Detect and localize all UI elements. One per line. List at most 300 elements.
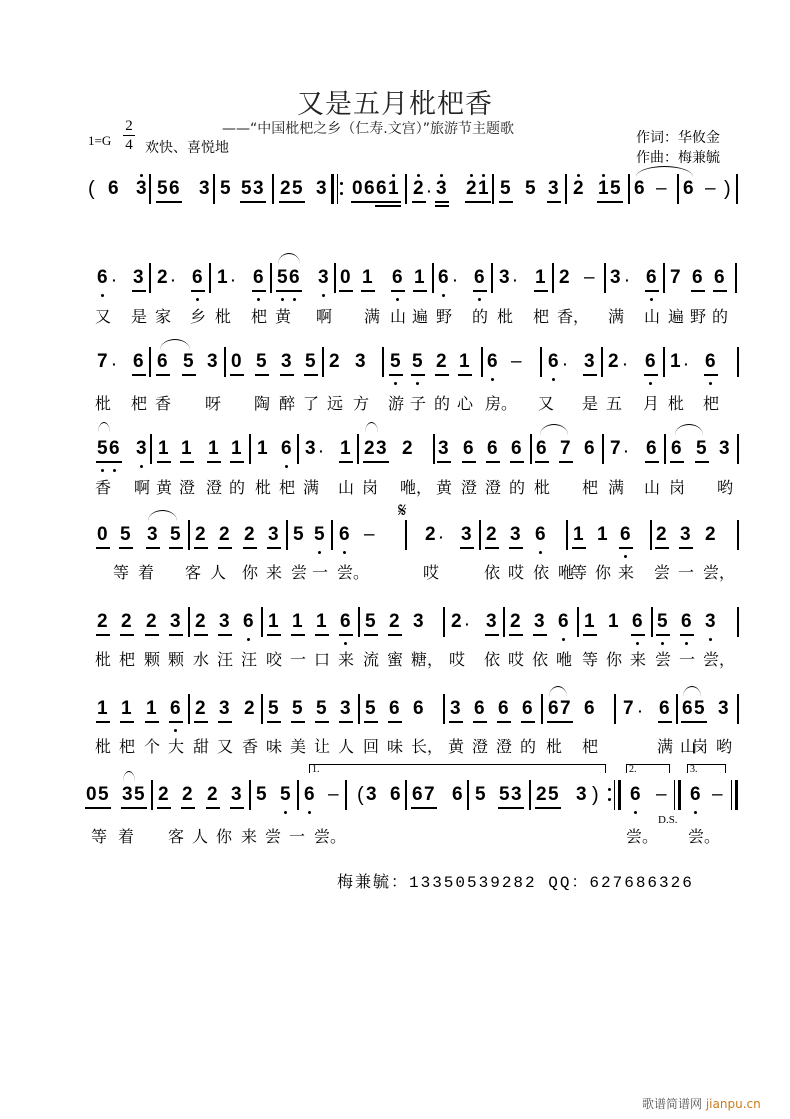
beam-underline (280, 374, 294, 376)
lyric-syllable: 香 (95, 478, 112, 497)
lyric-syllable: 尝 (654, 563, 671, 582)
note: 6 (157, 351, 168, 372)
barline (443, 694, 445, 724)
beam-underline (462, 461, 476, 463)
watermark-site: jianpu.cn (705, 1097, 761, 1111)
note: 5 (696, 438, 707, 459)
barline (188, 694, 190, 724)
note: 6 (634, 178, 645, 199)
note: 2 (536, 784, 547, 805)
lyric-syllable: 汪 (241, 650, 258, 669)
beam-underline (194, 634, 208, 636)
note: 1 (292, 611, 303, 632)
repeat-dot (340, 192, 343, 195)
note: 0 (231, 351, 242, 372)
note: 3 (450, 698, 461, 719)
lyric-syllable: 野 (436, 307, 453, 326)
beam-underline (534, 290, 548, 292)
beam-underline (218, 721, 232, 723)
beam-underline (339, 721, 353, 723)
note: 5 (134, 784, 145, 805)
lyric-syllable: 香 (242, 737, 259, 756)
octave-high-dot (577, 174, 580, 177)
barline (188, 520, 190, 550)
beam-underline (510, 461, 524, 463)
lyric-syllable: 满 (608, 478, 625, 497)
octave-high-dot (482, 174, 485, 177)
barline (261, 694, 263, 724)
barline (628, 174, 630, 204)
note: 3 (268, 524, 279, 545)
lyric-syllable: 黄 (156, 478, 173, 497)
note: 1 (362, 267, 373, 288)
note: · (453, 272, 458, 288)
note: 3 (253, 178, 264, 199)
beam-underline (437, 461, 451, 463)
note: 3 (548, 178, 559, 199)
lyric-syllable: 尝， (703, 563, 736, 582)
note: · (625, 272, 630, 288)
barline (530, 434, 532, 464)
note: 2 (559, 267, 570, 288)
barline (479, 520, 481, 550)
beam-underline (230, 374, 244, 376)
note: 6 (630, 784, 641, 805)
barline (565, 174, 567, 204)
note: 0 (97, 524, 108, 545)
lyric-syllable: 陶 (254, 394, 271, 413)
note: 2 (158, 784, 169, 805)
lyric-syllable: 满 (303, 478, 320, 497)
lyric-syllable: 是 (131, 307, 148, 326)
note: 1 (608, 611, 619, 632)
final-barline (674, 780, 681, 810)
note: – (712, 784, 723, 805)
note: 1 (268, 611, 279, 632)
octave-low-dot (478, 298, 481, 301)
note: 5 (293, 524, 304, 545)
lyric-syllable: 枇 (95, 737, 112, 756)
lyric-syllable: 等 (571, 563, 588, 582)
note: 6 (463, 438, 474, 459)
beam-underline (120, 721, 134, 723)
barline (552, 263, 554, 293)
barline (150, 434, 152, 464)
barline (358, 694, 360, 724)
lyric-syllable: 哟 (716, 737, 733, 756)
note: 3 (718, 698, 729, 719)
lyric-syllable: 杷 (119, 650, 136, 669)
barline (737, 520, 739, 550)
note: 2 (510, 611, 521, 632)
note: 6 (376, 178, 387, 199)
note: · (513, 272, 518, 288)
note: · (465, 616, 470, 632)
beam-underline (655, 547, 669, 549)
beam-underline (96, 547, 110, 549)
beam-underline (267, 634, 281, 636)
note: 5 (412, 351, 423, 372)
beam-underline (509, 547, 523, 549)
note: 6 (646, 438, 657, 459)
note: 7 (670, 267, 681, 288)
barline (358, 607, 360, 637)
barline (405, 780, 407, 810)
beam-underline (695, 461, 709, 463)
barline (249, 434, 251, 464)
lyric-syllable: 依 (484, 650, 501, 669)
lyric-syllable: 满 (608, 307, 625, 326)
octave-low-dot (636, 642, 639, 645)
volta-first-ending: 1. (309, 764, 606, 773)
lyric-syllable: 等 (91, 827, 108, 846)
beam-underline (583, 634, 597, 636)
note: 2 (121, 611, 132, 632)
octave-low-dot (318, 551, 321, 554)
octave-low-dot (257, 298, 260, 301)
beam-underline (145, 721, 159, 723)
beam-underline (631, 634, 645, 636)
lyric-syllable: 来 (338, 650, 355, 669)
lyric-syllable: 山 (644, 307, 661, 326)
beam-underline (146, 547, 160, 549)
beam-underline (339, 634, 353, 636)
note: 3 (136, 178, 147, 199)
lyric-syllable: 遍 (412, 307, 429, 326)
lyric-syllable: 方 (353, 394, 370, 413)
beam-underline (255, 374, 269, 376)
barline (322, 347, 324, 377)
repeat-dot (608, 788, 611, 791)
note: 6 (304, 784, 315, 805)
slur (160, 339, 190, 350)
note: 5 (316, 698, 327, 719)
note: 6 (243, 611, 254, 632)
note: 2 (436, 351, 447, 372)
lyric-syllable: 啊 (316, 307, 333, 326)
note: · (319, 443, 324, 459)
note: 2 (207, 784, 218, 805)
octave-low-dot (562, 638, 565, 641)
beam-underline (375, 461, 389, 463)
lyric-syllable: 来 (266, 563, 283, 582)
note: 5 (241, 178, 252, 199)
lyric-syllable: 流 (363, 650, 380, 669)
barline (602, 434, 604, 464)
note: 2 (219, 524, 230, 545)
beam-underline (191, 290, 205, 292)
beam-underline (619, 547, 633, 549)
lyric-syllable: 山 (390, 307, 407, 326)
beam-underline (315, 634, 329, 636)
lyric-syllable: 一 (290, 650, 307, 669)
note: 6 (705, 351, 716, 372)
beam-underline (108, 461, 122, 463)
note: 1 (146, 698, 157, 719)
barline (737, 347, 739, 377)
note: 2 (182, 784, 193, 805)
lyric-syllable: 尝。 (688, 827, 721, 846)
note: 5 (277, 267, 288, 288)
note: 5 (98, 784, 109, 805)
barline (297, 780, 299, 810)
note: 6 (584, 438, 595, 459)
beam-underline (180, 461, 194, 463)
barline (492, 174, 494, 204)
volta-second-ending: 2. (626, 764, 670, 773)
lyric-syllable: 香， (557, 307, 590, 326)
lyric-syllable: 枇 (215, 307, 232, 326)
note: 5 (525, 178, 536, 199)
beam-underline (473, 290, 487, 292)
lyric-syllable: 遍 (668, 307, 685, 326)
lyric-syllable: 家 (155, 307, 172, 326)
barline (331, 520, 333, 550)
beam-underline (304, 374, 318, 376)
note: 6 (392, 267, 403, 288)
lyric-syllable: 口 (314, 650, 331, 669)
beam-underline (645, 290, 659, 292)
time-signature-line (123, 135, 135, 136)
barline (272, 174, 274, 204)
beam-underline (230, 461, 244, 463)
note: 3 (340, 698, 351, 719)
lyric-syllable: 了 (303, 394, 320, 413)
note: 3 (316, 178, 327, 199)
beam-underline (361, 290, 375, 292)
note: 5 (268, 698, 279, 719)
final-barline (731, 780, 738, 810)
beam-underline (387, 205, 401, 207)
note: 5 (256, 351, 267, 372)
lyric-syllable: 颗 (144, 650, 161, 669)
lyric-syllable: 游 (388, 394, 405, 413)
octave-high-dot (392, 174, 395, 177)
beam-underline (339, 461, 353, 463)
beam-underline (388, 634, 402, 636)
beam-underline (267, 721, 281, 723)
beam-underline (559, 461, 573, 463)
watermark (642, 1095, 761, 1112)
note: 6 (683, 178, 694, 199)
lyric-syllable: 又 (538, 394, 555, 413)
lyric-syllable: 澄 (461, 478, 478, 497)
barline (286, 520, 288, 550)
note: 5 (97, 438, 108, 459)
beam-underline (412, 201, 426, 203)
beam-underline (497, 721, 511, 723)
note: 6 (192, 267, 203, 288)
lyric-syllable: 来 (630, 650, 647, 669)
octave-low-dot (344, 642, 347, 645)
note: 2 (157, 267, 168, 288)
beam-underline (713, 290, 727, 292)
lyric-syllable: 一 (312, 563, 329, 582)
beam-underline (156, 374, 170, 376)
barline (541, 694, 543, 724)
beam-underline (645, 461, 659, 463)
barline (677, 174, 679, 204)
beam-underline (486, 461, 500, 463)
lyric-syllable: 的 (229, 478, 246, 497)
note: 6 (253, 267, 264, 288)
lyric-syllable: 澄 (496, 737, 513, 756)
note: 7 (560, 698, 571, 719)
beam-underline (449, 721, 463, 723)
note: – (364, 524, 375, 545)
beam-underline (194, 547, 208, 549)
lyric-syllable: 咬 (266, 650, 283, 669)
lyric-syllable: 依 (533, 563, 550, 582)
beam-underline (364, 721, 378, 723)
note: ) (592, 784, 599, 806)
note: 1 (584, 611, 595, 632)
note: 1 (231, 438, 242, 459)
beam-underline (96, 721, 110, 723)
barline (405, 174, 407, 204)
note: 6 (558, 611, 569, 632)
beam-underline (535, 461, 549, 463)
barline (577, 607, 579, 637)
beam-underline (423, 807, 437, 809)
slur (98, 422, 110, 433)
barline (737, 694, 739, 724)
note: 3 (680, 524, 691, 545)
note: 2 (425, 524, 436, 545)
barline (249, 780, 251, 810)
lyric-syllable: 让 (314, 737, 331, 756)
lyric-syllable: 客 (185, 563, 202, 582)
beam-underline (458, 374, 472, 376)
beam-underline (435, 201, 449, 203)
note: 1 (388, 178, 399, 199)
barline (540, 347, 542, 377)
note: ( (357, 784, 364, 806)
beam-underline (169, 721, 183, 723)
beam-underline (670, 461, 684, 463)
note: 5 (548, 784, 559, 805)
note: 6 (169, 178, 180, 199)
note: · (563, 356, 568, 372)
note: 3 (355, 351, 366, 372)
note: 2 (195, 524, 206, 545)
lyric-syllable: 哎 (423, 563, 440, 582)
barline (188, 607, 190, 637)
note: 0 (340, 267, 351, 288)
barline (736, 174, 738, 204)
note: 1 (478, 178, 489, 199)
composer-credit: 作曲：梅兼毓 (636, 150, 720, 166)
note: 6 (438, 267, 449, 288)
barline (334, 263, 336, 293)
lyric-syllable: 的 (472, 307, 489, 326)
note: 3 (584, 351, 595, 372)
beam-underline (169, 634, 183, 636)
beam-underline (169, 547, 183, 549)
note: 1 (535, 267, 546, 288)
lyric-syllable: 尝， (703, 650, 736, 669)
note: 1 (597, 524, 608, 545)
note: 0 (86, 784, 97, 805)
note: · (638, 703, 643, 719)
beam-underline (339, 290, 353, 292)
note: – (328, 784, 339, 805)
beam-underline (521, 721, 535, 723)
slur (123, 771, 135, 782)
beam-underline (291, 634, 305, 636)
octave-high-dot (440, 174, 443, 177)
beam-underline (391, 290, 405, 292)
note: · (439, 529, 444, 545)
note: · (171, 272, 176, 288)
beam-underline (691, 290, 705, 292)
note: · (112, 356, 117, 372)
barline (149, 263, 151, 293)
note: 1 (414, 267, 425, 288)
note: 1 (316, 611, 327, 632)
octave-low-dot (196, 298, 199, 301)
note: 2 (364, 438, 375, 459)
note: 5 (500, 178, 511, 199)
barline (663, 347, 665, 377)
note: 1 (97, 698, 108, 719)
beam-underline (460, 547, 474, 549)
barline (209, 263, 211, 293)
note: – (656, 784, 667, 805)
lyric-syllable: 哎 (508, 650, 525, 669)
note: 6 (682, 698, 693, 719)
octave-low-dot (140, 465, 143, 468)
lyric-syllable: 尝。 (626, 827, 659, 846)
lyric-syllable: 人 (338, 737, 355, 756)
lyric-syllable: 枇 (497, 307, 514, 326)
slur (549, 686, 567, 697)
note: 5 (305, 351, 316, 372)
note: – (656, 178, 667, 199)
lyric-syllable: 甜 (193, 737, 210, 756)
note: 7 (610, 438, 621, 459)
lyric-syllable: 野 (690, 307, 707, 326)
octave-low-dot (101, 469, 104, 472)
note: 6 (714, 267, 725, 288)
note: 3 (147, 524, 158, 545)
barline (737, 434, 739, 464)
lyric-syllable: 咃 (556, 650, 573, 669)
lyric-syllable: 颗 (168, 650, 185, 669)
octave-high-dot (140, 174, 143, 177)
beam-underline (547, 807, 561, 809)
lyric-syllable: 杷 (119, 737, 136, 756)
note: 3 (231, 784, 242, 805)
beam-underline (120, 634, 134, 636)
beam-underline (194, 721, 208, 723)
lyric-syllable: 咃 (558, 563, 575, 582)
note: 2 (402, 438, 413, 459)
slur (540, 424, 568, 435)
lyric-syllable: 杷 (533, 307, 550, 326)
note: 3 (136, 438, 147, 459)
lyric-syllable: 的 (712, 307, 729, 326)
note: 6 (413, 698, 424, 719)
beam-underline (435, 374, 449, 376)
barline (433, 434, 435, 464)
beam-underline (206, 807, 220, 809)
note: 6 (452, 784, 463, 805)
lyric-syllable: 澄 (179, 478, 196, 497)
note: 1 (217, 267, 228, 288)
note: 6 (389, 698, 400, 719)
beam-underline (145, 634, 159, 636)
